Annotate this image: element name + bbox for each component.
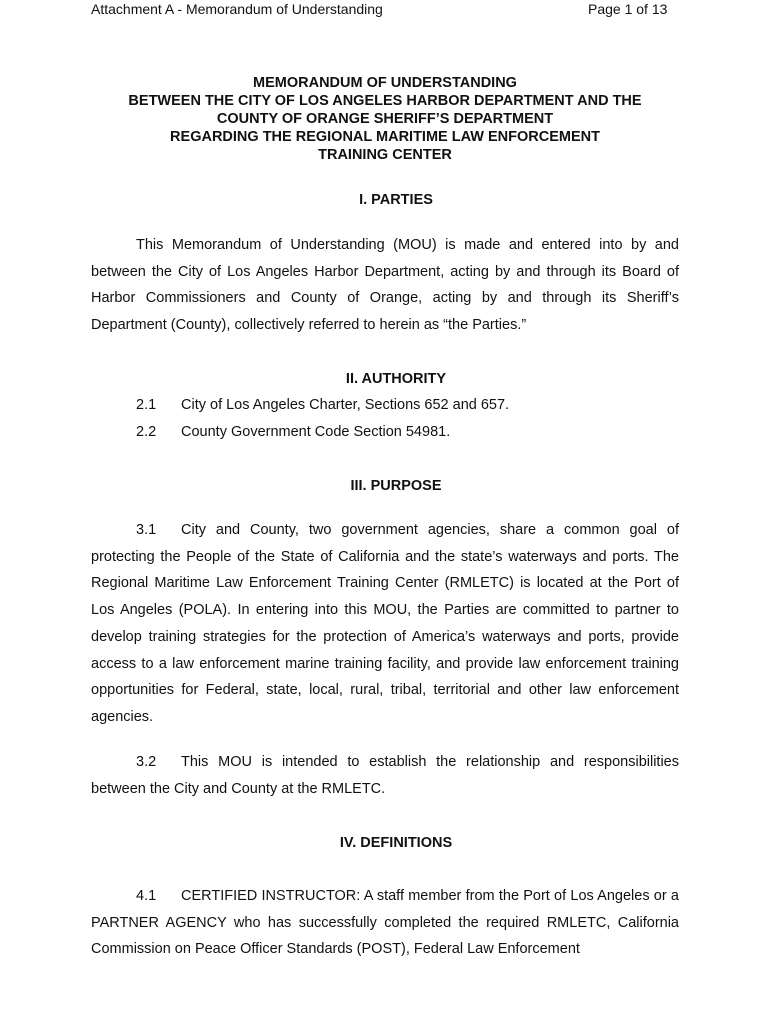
section-heading-definitions: IV. DEFINITIONS [339,835,453,851]
authority-item-number: 2.2 [136,424,157,440]
authority-item [136,424,450,440]
authority-item-number: 2.1 [136,397,157,413]
authority-item-text: City of Los Angeles Charter, Sections 652 and 657. [181,397,510,413]
definitions-p1-text: CERTIFIED INSTRUCTOR: A staff member from the Port of Los Angeles or a PARTNER AGENCY who has successfully completed the required RMLETC, California Commission on Peace Officer Standards (POST), Federal Law Enforcement [91,888,679,958]
purpose-p1-text: City and County, two government agencies, share a common goal of protecting the People of the State of California and the state’s waterways and ports. The Regional Maritime Law Enforcement Training Center (RMLETC) is located at the Port of Los Angeles (POLA). In entering into this MOU, the Parties are committed to partner to develop training strategies for the protection of America’s waterways and ports, provide access to a law enforcement marine training facility, and provide law enforcement training opportunities for Federal, state, local, rural, tribal, territorial and other law enforcement agencies. [91,522,679,725]
parties-paragraph [91,232,679,339]
purpose-paragraph-1 [91,517,679,731]
title-line-3: COUNTY OF ORANGE SHERIFF’S DEPARTMENT [216,111,554,127]
section-heading-authority: II. AUTHORITY [345,371,447,387]
definitions-paragraph-1 [91,883,679,963]
document-title [0,74,770,164]
authority-item-text: County Government Code Section 54981. [181,424,451,440]
title-line-4: REGARDING THE REGIONAL MARITIME LAW ENFORCEMENT [170,129,600,145]
section-heading-purpose: III. PURPOSE [350,478,442,494]
parties-text: This Memorandum of Understanding (MOU) is made and entered into by and between the City of Los Angeles Harbor Department, acting by and through its Board of Harbor Commissioners and County of Orange, acting by and through its Sheriff’s Department (County), collectively referred to herein as “the Parties.” [91,237,679,334]
title-line-5: TRAINING CENTER [318,147,452,163]
authority-item [136,397,509,413]
section-heading-parties: I. PARTIES [359,192,433,208]
page-number: Page 1 of 13 [588,1,668,17]
purpose-paragraph-2 [91,749,679,802]
page-header-title: Attachment A - Memorandum of Understanding [91,1,383,17]
definitions-p1-number: 4.1 [136,888,157,904]
purpose-p1-number: 3.1 [136,522,157,538]
title-line-1: MEMORANDUM OF UNDERSTANDING [253,75,517,91]
title-line-2: BETWEEN THE CITY OF LOS ANGELES HARBOR DEPARTMENT AND THE [128,93,642,109]
purpose-p2-text: This MOU is intended to establish the relationship and responsibilities between the City and County at the RMLETC. [91,754,679,797]
purpose-p2-number: 3.2 [136,754,157,770]
